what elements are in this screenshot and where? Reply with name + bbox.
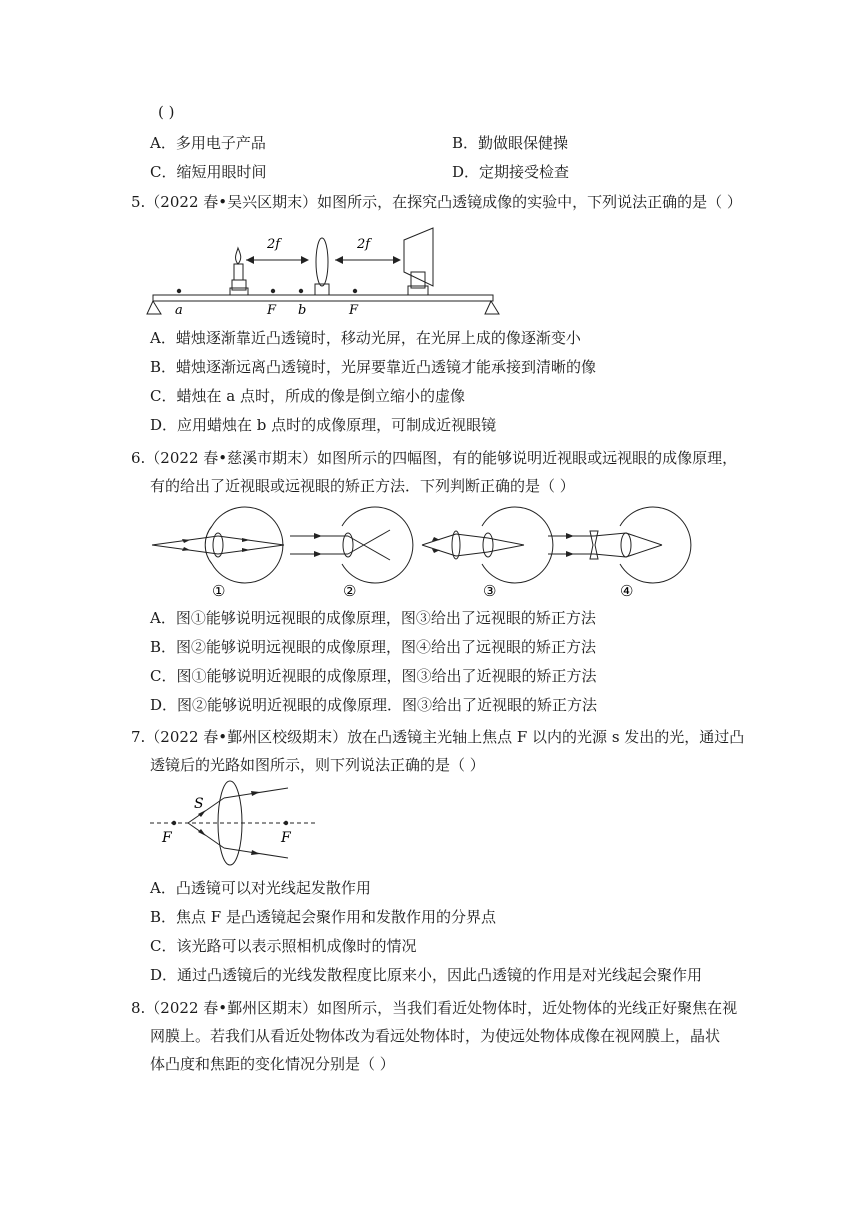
label-f-left: F xyxy=(162,830,172,846)
eye-label-4: ④ xyxy=(620,582,634,600)
eye-diagram-4 xyxy=(548,507,691,600)
label-2f-left: 2f xyxy=(267,237,281,252)
eye-label-2: ② xyxy=(343,582,357,600)
q6-eye-diagrams-figure xyxy=(150,508,670,603)
q4-option-b[interactable]: B．勤做眼保健操 xyxy=(452,134,569,152)
q7-option-d[interactable]: D．通过凸透镜后的光线发散程度比原来小，因此凸透镜的作用是对光线起会聚作用 xyxy=(150,966,703,984)
label-s: S xyxy=(194,796,204,812)
q5-option-a[interactable]: A．蜡烛逐渐靠近凸透镜时，移动光屏，在光屏上成的像逐渐变小 xyxy=(150,329,581,347)
label-f-right: F xyxy=(281,830,291,846)
eye-label-3: ③ xyxy=(483,582,497,600)
q8-stem-line1: 8.（2022 春•鄞州区期末）如图所示，当我们看近处物体时，近处物体的光线正好聚焦在视 xyxy=(131,999,738,1017)
label-f-right: F xyxy=(349,303,359,318)
q6-option-d[interactable]: D．图②能够说明近视眼的成像原理．图③给出了近视眼的矫正方法 xyxy=(150,696,598,714)
q4-option-c[interactable]: C．缩短用眼时间 xyxy=(150,163,267,181)
q8-stem-line3: 体凸度和焦距的变化情况分别是（ ） xyxy=(150,1055,395,1073)
label-b: b xyxy=(298,303,307,318)
label-f-left: F xyxy=(267,303,277,318)
q7-stem-line1: 7.（2022 春•鄞州区校级期末）放在凸透镜主光轴上焦点 F 以内的光源 s 发出的光，通过凸 xyxy=(131,728,745,746)
q7-option-c[interactable]: C．该光路可以表示照相机成像时的情况 xyxy=(150,937,417,955)
q5-option-c[interactable]: C．蜡烛在 a 点时，所成的像是倒立缩小的虚像 xyxy=(150,387,465,405)
q6-option-b[interactable]: B．图②能够说明远视眼的成像原理，图④给出了远视眼的矫正方法 xyxy=(150,638,597,656)
label-a: a xyxy=(175,303,183,318)
q5-option-d[interactable]: D．应用蜡烛在 b 点时的成像原理，可制成近视眼镜 xyxy=(150,416,497,434)
q4-option-a[interactable]: A．多用电子产品 xyxy=(150,134,266,152)
q4-bracket: ( ) xyxy=(158,103,175,121)
q6-stem-line1: 6.（2022 春•慈溪市期末）如图所示的四幅图，有的能够说明近视眼或远视眼的成像原理， xyxy=(131,449,738,467)
label-2f-right: 2f xyxy=(357,237,371,252)
eye-diagram-3 xyxy=(422,507,553,600)
q5-optical-bench-figure xyxy=(145,222,505,322)
q6-stem-line2: 有的给出了近视眼或远视眼的矫正方法．下列判断正确的是（ ） xyxy=(150,477,575,495)
q8-stem-line2: 网膜上。若我们从看近处物体改为看远处物体时，为使远处物体成像在视网膜上，晶状 xyxy=(150,1027,721,1045)
q7-lens-figure xyxy=(150,780,325,870)
eye-diagram-1 xyxy=(152,507,284,600)
q7-option-b[interactable]: B．焦点 F 是凸透镜起会聚作用和发散作用的分界点 xyxy=(150,908,496,926)
q7-option-a[interactable]: A．凸透镜可以对光线起发散作用 xyxy=(150,879,371,897)
q6-option-a[interactable]: A．图①能够说明远视眼的成像原理，图③给出了远视眼的矫正方法 xyxy=(150,609,596,627)
q5-option-b[interactable]: B．蜡烛逐渐远离凸透镜时，光屏要靠近凸透镜才能承接到清晰的像 xyxy=(150,358,597,376)
q7-stem-line2: 透镜后的光路如图所示，则下列说法正确的是（ ） xyxy=(150,756,485,774)
eye-label-1: ① xyxy=(212,582,226,600)
eye-diagram-2 xyxy=(290,507,413,600)
q5-stem: 5.（2022 春•吴兴区期末）如图所示，在探究凸透镜成像的实验中，下列说法正确的是（ ） xyxy=(131,193,742,211)
q6-option-c[interactable]: C．图①能够说明近视眼的成像原理，图③给出了近视眼的矫正方法 xyxy=(150,667,597,685)
q4-option-d[interactable]: D．定期接受检查 xyxy=(452,163,570,181)
